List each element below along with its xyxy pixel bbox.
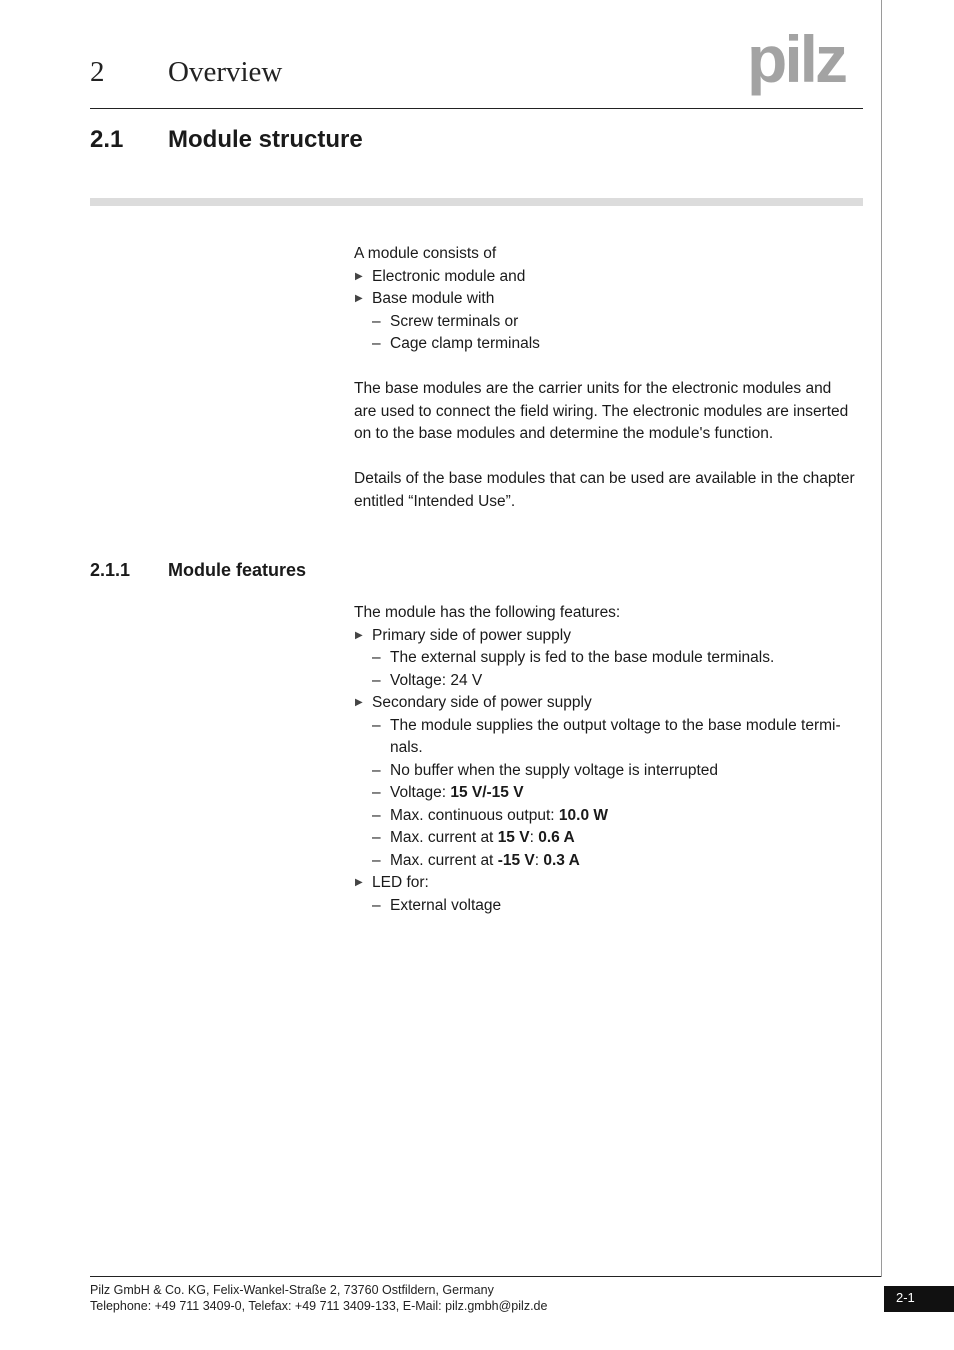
sub-list-item: – Screw terminals or xyxy=(372,312,519,330)
paragraph-line: Details of the base modules that can be used are available in the chapter xyxy=(354,470,855,487)
triangle-bullet-icon: ▶ xyxy=(355,293,363,304)
sub-list-item: – Max. current at -15 V: 0.3 A xyxy=(372,851,580,869)
list-item: ▶ Secondary side of power supply xyxy=(354,692,866,715)
page-edge-rule xyxy=(881,0,882,1277)
intro-lead: A module consists of xyxy=(354,245,497,262)
triangle-bullet-icon: ▶ xyxy=(355,697,363,708)
section-number: 2.1 xyxy=(90,126,124,153)
sub-list-item: – Cage clamp terminals xyxy=(372,335,540,352)
sub-list-item: – Max. current at 15 V: 0.6 A xyxy=(372,829,575,846)
paragraph-line: entitled “Intended Use”. xyxy=(354,492,516,510)
module-structure-text xyxy=(354,243,866,513)
sub-list-item: – Voltage: 15 V/-15 V xyxy=(372,784,524,801)
page-number: 2-1 xyxy=(884,1286,954,1312)
header-rule xyxy=(90,108,863,109)
list-item: ▶ Electronic module and xyxy=(354,266,866,289)
triangle-bullet-icon: ▶ xyxy=(355,877,363,888)
sub-list-item: – External voltage xyxy=(372,896,502,914)
sub-list-item: – Voltage: 24 V xyxy=(372,671,483,689)
footer-line-2: Telephone: +49 711 3409-0, Telefax: +49 711 3409-133, E-Mail: pilz.gmbh@pilz.de xyxy=(90,1299,548,1313)
paragraph-line: on to the base modules and determine the module's function. xyxy=(354,425,774,442)
pilz-logo xyxy=(745,26,865,96)
list-item: ▶ Primary side of power supply xyxy=(354,625,866,648)
sub-list-item-continuation: nals. xyxy=(390,739,423,756)
list-item: ▶ LED for: xyxy=(354,872,866,895)
pilz-logo-text: pilz xyxy=(747,26,845,96)
paragraph-line: are used to connect the field wiring. The electronic modules are inserted xyxy=(354,402,849,420)
module-features-text xyxy=(354,602,866,917)
footer-address xyxy=(90,1282,547,1314)
section-divider-bar xyxy=(90,198,863,206)
footer-rule xyxy=(90,1276,881,1277)
sub-list-item: – The external supply is fed to the base module terminals. xyxy=(372,649,775,666)
footer-line-1: Pilz GmbH & Co. KG, Felix-Wankel-Straße 2, 73760 Ostfildern, Germany xyxy=(90,1283,494,1297)
chapter-title: Overview xyxy=(168,56,283,88)
list-item: ▶ Base module with xyxy=(354,288,866,311)
sub-list-item: – Max. continuous output: 10.0 W xyxy=(372,806,608,824)
triangle-bullet-icon: ▶ xyxy=(355,629,363,641)
subsection-number: 2.1.1 xyxy=(90,560,131,580)
sub-list-item: – No buffer when the supply voltage is interrupted xyxy=(372,761,718,779)
triangle-bullet-icon: ▶ xyxy=(355,270,363,282)
paragraph-line: The base modules are the carrier units for the electronic modules and xyxy=(354,380,832,397)
sub-list-item: – The module supplies the output voltage to the base module termi- xyxy=(372,716,841,734)
subsection-title: Module features xyxy=(168,560,307,580)
features-lead: The module has the following features: xyxy=(354,604,621,621)
chapter-number: 2 xyxy=(90,56,105,88)
section-title: Module structure xyxy=(168,126,363,153)
